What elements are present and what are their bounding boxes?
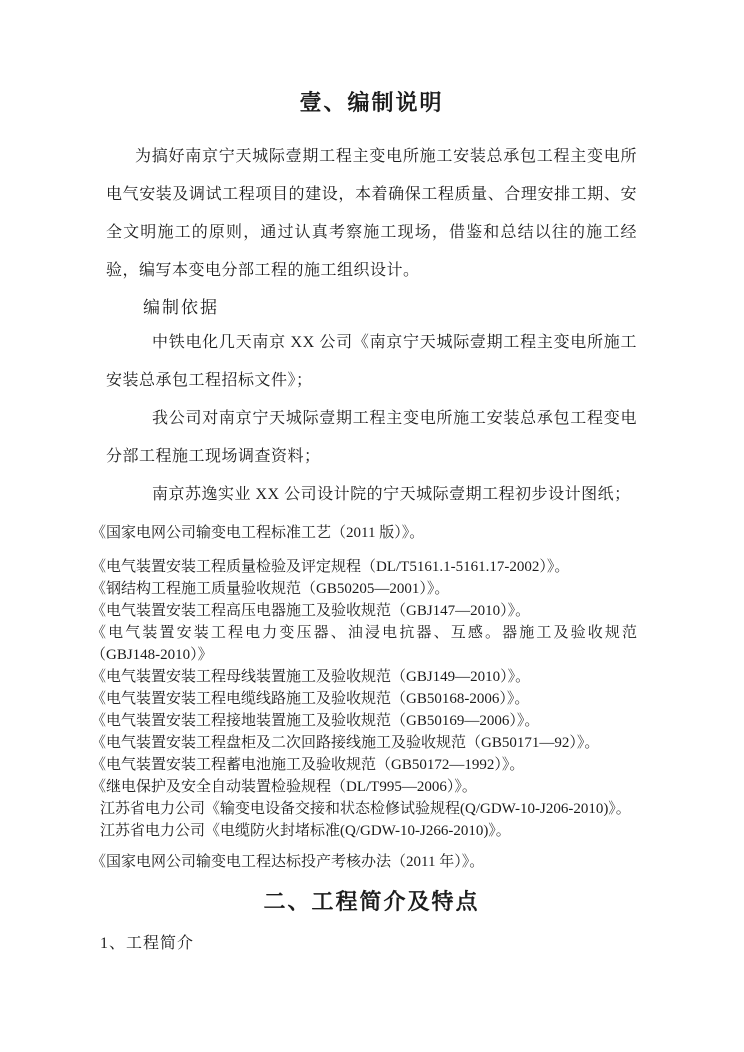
standards-intro-line: 《国家电网公司输变电工程标准工艺（2011 版）》。 bbox=[91, 525, 425, 541]
standards-line: 《钢结构工程施工质量验收规范（GB50205—2001）》。 bbox=[91, 581, 450, 597]
standards-line: 《电气装置安装工程盘柜及二次回路接线施工及验收规范（GB50171—92）》。 bbox=[91, 735, 600, 751]
standards-line: 《电气装置安装工程母线装置施工及验收规范（GBJ149—2010）》。 bbox=[91, 669, 531, 685]
standards-line: 《电气装置安装工程质量检验及评定规程（DL/T5161.1-5161.17-2002）》。 bbox=[91, 559, 570, 575]
standards-line: 江苏省电力公司《输变电设备交接和状态检修试验规程(Q/GDW-10-J206-2010)》。 bbox=[100, 801, 631, 817]
basis-paragraph: 中铁电化几天南京 XX 公司《南京宁天城际壹期工程主变电所施工安装总承包工程招标文件》； bbox=[106, 334, 637, 389]
standards-line: 《电气装置安装工程高压电器施工及验收规范（GBJ147—2010）》。 bbox=[91, 603, 531, 619]
basis-heading: 编制依据 bbox=[143, 298, 219, 317]
section1-title: 壹、编制说明 bbox=[299, 90, 444, 115]
standards-line: 《电气装置安装工程电缆线路施工及验收规范（GB50168-2006）》。 bbox=[91, 691, 530, 707]
standards-line-continuation: （GBJ148-2010）》 bbox=[91, 647, 213, 663]
section2-subheading: 1、工程简介 bbox=[100, 935, 195, 952]
standards-list bbox=[91, 556, 637, 842]
standards-line: 《电气装置安装工程接地装置施工及验收规范（GB50169—2006）》。 bbox=[91, 713, 540, 729]
basis-paragraph: 我公司对南京宁天城际壹期工程主变电所施工安装总承包工程变电分部工程施工现场调查资料； bbox=[106, 410, 637, 465]
standards-line: 《电气装置安装工程蓄电池施工及验收规范（GB50172—1992）》。 bbox=[91, 757, 525, 773]
standards-line: 《继电保护及安全自动装置检验规程（DL/T995—2006）》。 bbox=[91, 779, 477, 795]
section2-title: 二、工程简介及特点 bbox=[263, 889, 480, 914]
intro-paragraph: 为搞好南京宁天城际壹期工程主变电所施工安装总承包工程主变电所电气安装及调试工程项目的建设，本着确保工程质量、合理安排工期、安全文明施工的原则，通过认真考察施工现场，借鉴和总结以往的施工经验，编写本变电分部工程的施工组织设计。 bbox=[106, 148, 637, 279]
basis-paragraph: 南京苏逸实业 XX 公司设计院的宁天城际壹期工程初步设计图纸； bbox=[152, 486, 631, 503]
standards-line: 《电气装置安装工程电力变压器、油浸电抗器、互感。器施工及验收规范 bbox=[91, 625, 637, 641]
standards-closing-line: 《国家电网公司输变电工程达标投产考核办法（2011 年）》。 bbox=[91, 854, 485, 870]
standards-line: 江苏省电力公司《电缆防火封堵标准(Q/GDW-10-J266-2010)》。 bbox=[100, 823, 511, 839]
